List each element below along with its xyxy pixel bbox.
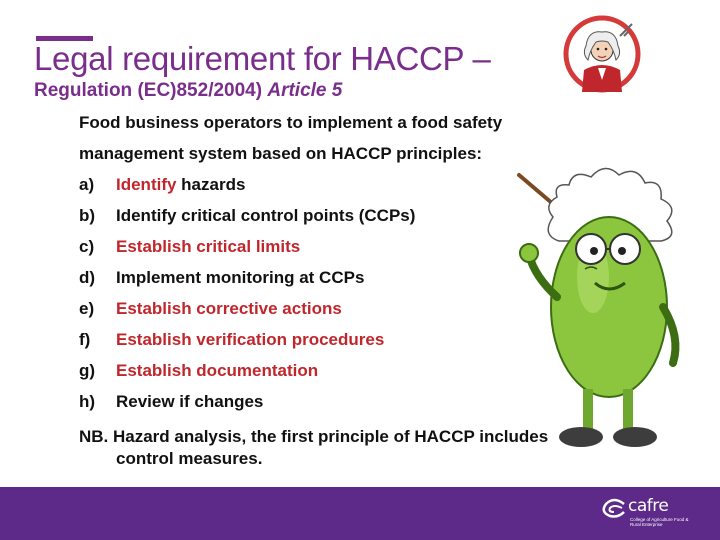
principle-text: Implement monitoring at CCPs xyxy=(116,267,365,287)
principle-highlight: Establish critical limits xyxy=(116,236,301,256)
note-line-2: control measures. xyxy=(116,449,263,468)
intro-line-2: management system based on HACCP principles: xyxy=(79,144,483,163)
principle-highlight: Establish documentation xyxy=(116,360,319,380)
intro-line-1: Food business operators to implement a food safety xyxy=(79,113,503,132)
principle-letter: e) xyxy=(79,298,95,318)
pea-professor-mascot-icon xyxy=(513,157,688,462)
principle-text: hazards xyxy=(176,174,246,194)
logo-tagline: College of Agriculture Food & Rural Enterprise xyxy=(630,517,689,527)
slide-title: Legal requirement for HACCP – xyxy=(34,40,491,77)
principle-highlight: Establish corrective actions xyxy=(116,298,342,318)
principle-highlight: Establish verification procedures xyxy=(116,329,385,349)
principle-letter: b) xyxy=(79,205,96,225)
subtitle-regulation: Regulation (EC)852/2004) xyxy=(34,80,263,101)
principle-text: Identify critical control points (CCPs) xyxy=(116,205,416,225)
subtitle-article: Article 5 xyxy=(267,80,343,101)
note-line-1: NB. Hazard analysis, the first principle of HACCP includes xyxy=(79,427,549,446)
cafre-swirl-icon xyxy=(602,498,628,518)
principle-letter: a) xyxy=(79,174,95,194)
slide-subtitle xyxy=(34,80,342,102)
principle-letter: c) xyxy=(79,236,95,256)
principle-letter: f) xyxy=(79,329,91,349)
principle-text: Review if changes xyxy=(116,391,264,411)
principle-letter: h) xyxy=(79,391,96,411)
principle-highlight: Identify xyxy=(116,174,177,194)
principle-letter: g) xyxy=(79,360,96,380)
judge-icon xyxy=(562,14,642,94)
logo-wordmark: cafre xyxy=(628,496,669,516)
principle-letter: d) xyxy=(79,267,96,287)
cafre-logo-icon xyxy=(602,496,692,532)
